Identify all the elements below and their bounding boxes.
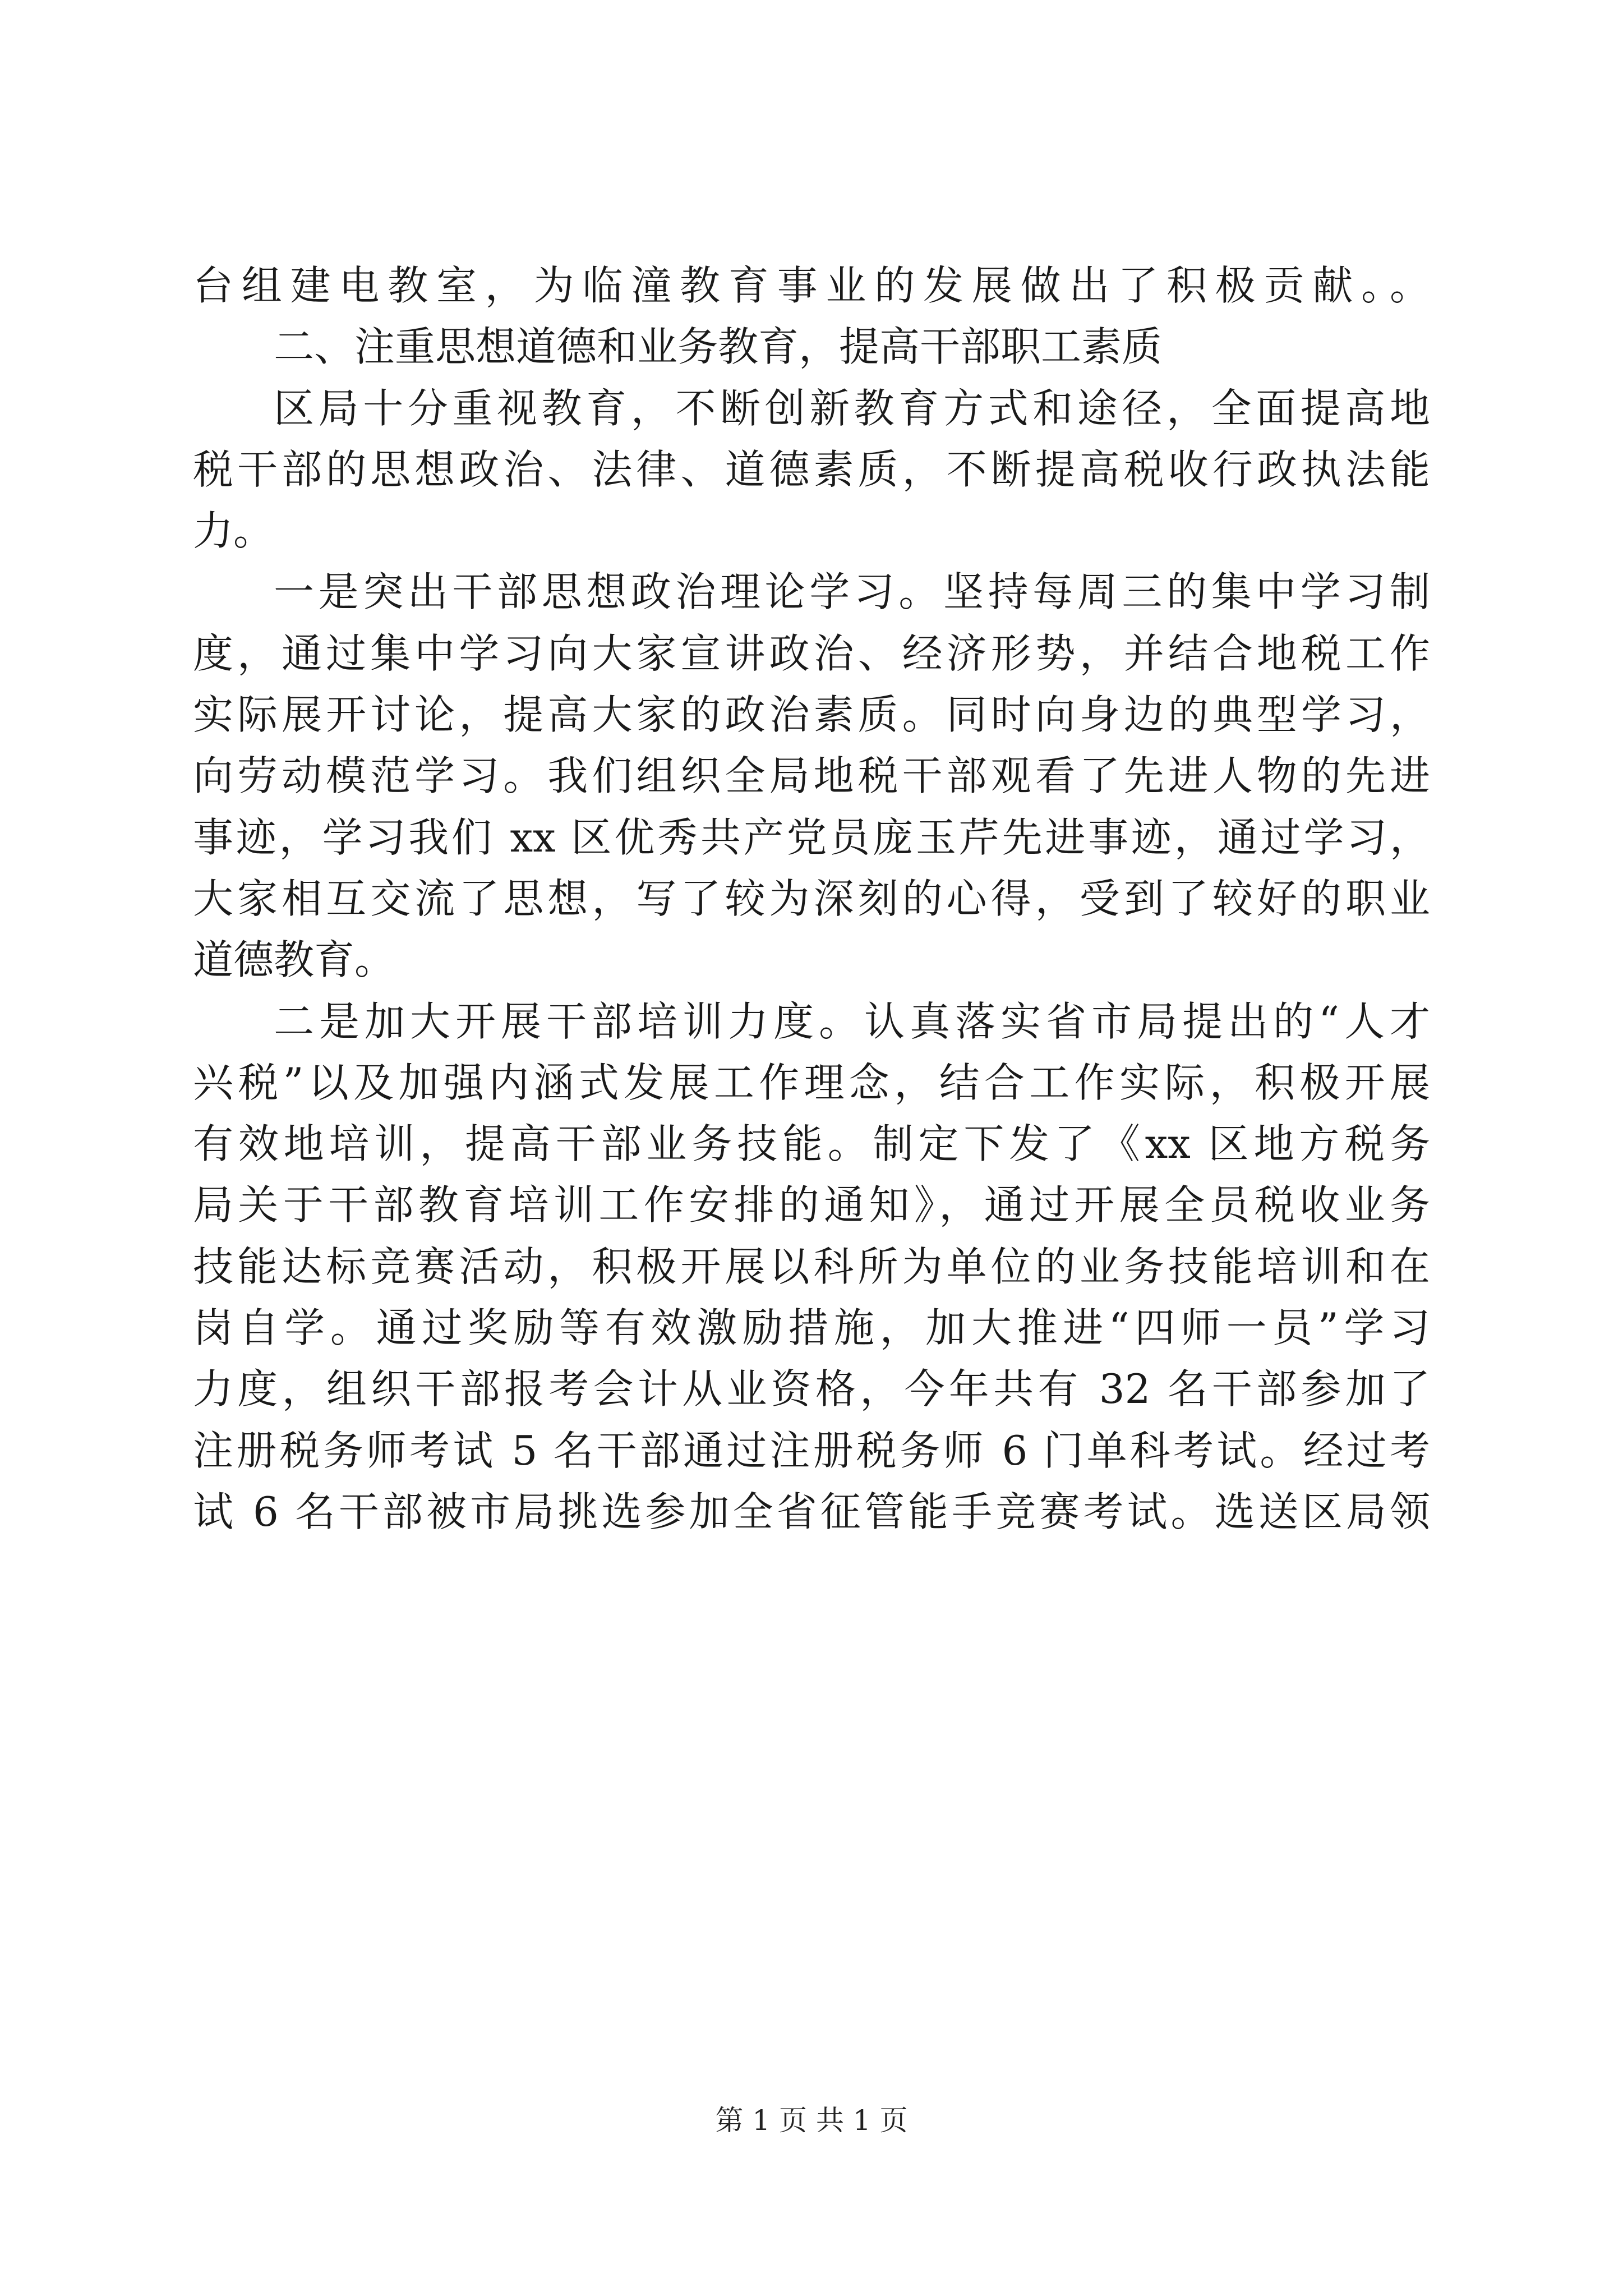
text-line-13: 二是加大开展干部培训力度。认真落实省市局提出的“人才 (274, 997, 1430, 1045)
text-line-14: 兴税”以及加强内涵式发展工作理念，结合工作实际，积极开展 (193, 1059, 1430, 1106)
text-line-17: 技能达标竞赛活动，积极开展以科所为单位的业务技能培训和在 (193, 1243, 1430, 1290)
text-line-8: 实际展开讨论，提高大家的政治素质。同时向身边的典型学习， (193, 691, 1430, 739)
section-heading: 二、注重思想道德和业务教育，提高干部职工素质 (274, 323, 1163, 371)
text-line-16: 局关于干部教育培训工作安排的通知》，通过开展全员税收业务 (193, 1181, 1430, 1229)
text-line-1: 台组建电教室，为临潼教育事业的发展做出了积极贡献。。 (193, 262, 1430, 309)
text-line-9: 向劳动模范学习。我们组织全局地税干部观看了先进人物的先进 (193, 752, 1430, 800)
text-line-5: 力。 (193, 507, 274, 555)
text-line-10: 事迹，学习我们 xx 区优秀共产党员庞玉芹先进事迹，通过学习， (193, 813, 1430, 861)
text-line-12: 道德教育。 (193, 936, 395, 984)
text-line-15: 有效地培训，提高干部业务技能。制定下发了《xx 区地方税务 (193, 1120, 1430, 1168)
text-line-7: 度，通过集中学习向大家宣讲政治、经济形势，并结合地税工作 (193, 629, 1430, 677)
document-body (193, 255, 1430, 1543)
text-line-19: 力度，组织干部报考会计从业资格，今年共有 32 名干部参加了 (193, 1365, 1430, 1413)
text-line-11: 大家相互交流了思想，写了较为深刻的心得，受到了较好的职业 (193, 875, 1430, 922)
text-line-18: 岗自学。通过奖励等有效激励措施，加大推进“四师一员”学习 (193, 1304, 1430, 1352)
text-line-21: 试 6 名干部被市局挑选参加全省征管能手竞赛考试。选送区局领 (193, 1488, 1430, 1535)
text-line-6: 一是突出干部思想政治理论学习。坚持每周三的集中学习制 (274, 568, 1430, 616)
page-footer: 第 1 页 共 1 页 (715, 2104, 908, 2137)
text-line-4: 税干部的思想政治、法律、道德素质，不断提高税收行政执法能 (193, 445, 1430, 493)
text-line-3: 区局十分重视教育，不断创新教育方式和途径，全面提高地 (274, 384, 1430, 432)
text-line-20: 注册税务师考试 5 名干部通过注册税务师 6 门单科考试。经过考 (193, 1427, 1430, 1474)
